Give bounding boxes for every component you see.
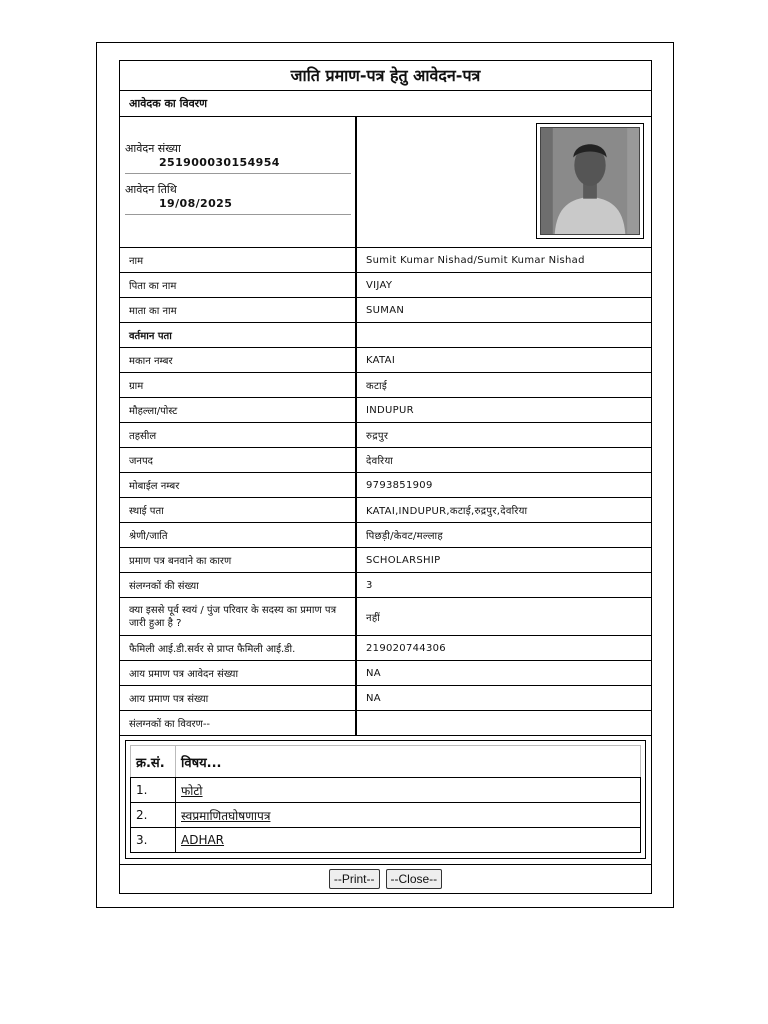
column-header-serial: क्र.सं.: [131, 746, 176, 778]
field-label: मौहल्ला/पोस्ट: [120, 398, 357, 422]
field-value: कटाई: [366, 381, 388, 392]
field-row-mother-name: [120, 298, 651, 323]
field-value: NA: [366, 667, 381, 679]
application-number-value: 251900030154954: [159, 156, 280, 169]
field-label: श्रेणी/जाति: [120, 523, 357, 547]
field-label: मकान नम्बर: [120, 348, 357, 372]
close-button[interactable]: --Close--: [386, 869, 443, 889]
attachments-section: [120, 736, 651, 865]
table-row: [131, 828, 641, 853]
field-row-attachment-details: [120, 711, 651, 736]
section-heading-applicant: आवेदक का विवरण: [120, 91, 651, 117]
field-label: क्या इससे पूर्व स्वयं / पुंज परिवार के सदस्य का प्रमाण पत्र जारी हुआ है ?: [120, 598, 357, 635]
table-row: [131, 778, 641, 803]
application-meta: [120, 117, 357, 247]
field-label: आय प्रमाण पत्र आवेदन संख्या: [120, 661, 357, 685]
application-form: [119, 60, 652, 894]
field-value: पिछड़ी/केवट/मल्लाह: [366, 531, 444, 542]
column-header-subject: विषय...: [176, 746, 641, 778]
field-row-tehsil: [120, 423, 651, 448]
field-label: संलग्नकों की संख्या: [120, 573, 357, 597]
action-buttons: [120, 865, 651, 893]
attachment-cell: [176, 803, 641, 828]
application-date-label: आवेदन तिथि: [125, 183, 177, 196]
field-row-village: [120, 373, 651, 398]
application-number-block: [125, 142, 351, 174]
field-value: 9793851909: [366, 479, 433, 491]
field-row-mobile: [120, 473, 651, 498]
field-value: NA: [366, 692, 381, 704]
field-row-current-address-heading: [120, 323, 651, 348]
print-button[interactable]: --Print--: [329, 869, 380, 889]
attachments-table: [130, 745, 641, 853]
field-row-income-application-number: [120, 661, 651, 686]
application-number-label: आवेदन संख्या: [125, 142, 181, 155]
field-row-previously-issued: [120, 598, 651, 636]
application-date-block: [125, 183, 351, 215]
attachment-link-aadhar[interactable]: ADHAR: [181, 833, 225, 847]
field-value: नहीं: [366, 612, 381, 624]
field-row-income-certificate-number: [120, 686, 651, 711]
field-value: SCHOLARSHIP: [366, 554, 441, 566]
field-label: मोबाईल नम्बर: [120, 473, 357, 497]
field-value: 3: [366, 579, 373, 591]
field-label: जनपद: [120, 448, 357, 472]
field-row-category-caste: [120, 523, 651, 548]
field-value: Sumit Kumar Nishad/Sumit Kumar Nishad: [366, 254, 585, 266]
field-value: देवरिया: [366, 456, 394, 467]
field-label: माता का नाम: [120, 298, 357, 322]
field-value: INDUPUR: [366, 404, 414, 416]
attachment-cell: [176, 778, 641, 803]
field-label: नाम: [120, 248, 357, 272]
attachment-link-photo[interactable]: फोटो: [181, 783, 203, 798]
attachment-cell: [176, 828, 641, 853]
field-value: KATAI,INDUPUR,कटाई,रुद्रपुर,देवरिया: [366, 506, 528, 517]
attachments-table-frame: [125, 740, 646, 859]
applicant-summary: [120, 117, 651, 248]
field-value: [357, 711, 651, 735]
field-label: तहसील: [120, 423, 357, 447]
field-label: आय प्रमाण पत्र संख्या: [120, 686, 357, 710]
field-value: रुद्रपुर: [366, 431, 389, 442]
field-row-locality-post: [120, 398, 651, 423]
field-value: 219020744306: [366, 642, 446, 654]
attachment-serial: 2.: [131, 803, 176, 828]
field-row-father-name: [120, 273, 651, 298]
field-label: स्थाई पता: [120, 498, 357, 522]
field-row-name: [120, 248, 651, 273]
applicant-photo-frame: [536, 123, 644, 239]
attachment-serial: 1.: [131, 778, 176, 803]
photo-cell: [357, 117, 651, 247]
field-row-attachment-count: [120, 573, 651, 598]
applicant-photo: [540, 127, 640, 235]
attachment-link-self-declaration[interactable]: स्वप्रमाणितघोषणापत्र: [181, 808, 271, 823]
field-row-permanent-address: [120, 498, 651, 523]
page-title: जाति प्रमाण-पत्र हेतु आवेदन-पत्र: [120, 61, 651, 91]
field-label: प्रमाण पत्र बनवाने का कारण: [120, 548, 357, 572]
field-row-family-id: [120, 636, 651, 661]
field-value: KATAI: [366, 354, 396, 366]
application-date-value: 19/08/2025: [159, 197, 233, 210]
field-label: फैमिली आई.डी.सर्वर से प्राप्त फैमिली आई.डी.: [120, 636, 357, 660]
field-value: VIJAY: [366, 279, 393, 291]
table-header-row: [131, 746, 641, 778]
field-label: संलग्नकों का विवरण--: [120, 711, 357, 735]
field-row-district: [120, 448, 651, 473]
field-value: SUMAN: [366, 304, 405, 316]
attachment-serial: 3.: [131, 828, 176, 853]
field-row-house-number: [120, 348, 651, 373]
field-label: वर्तमान पता: [120, 323, 357, 347]
field-label: ग्राम: [120, 373, 357, 397]
field-row-reason: [120, 548, 651, 573]
field-value: [357, 323, 651, 347]
field-label: पिता का नाम: [120, 273, 357, 297]
table-row: [131, 803, 641, 828]
person-silhouette-icon: [541, 128, 639, 234]
